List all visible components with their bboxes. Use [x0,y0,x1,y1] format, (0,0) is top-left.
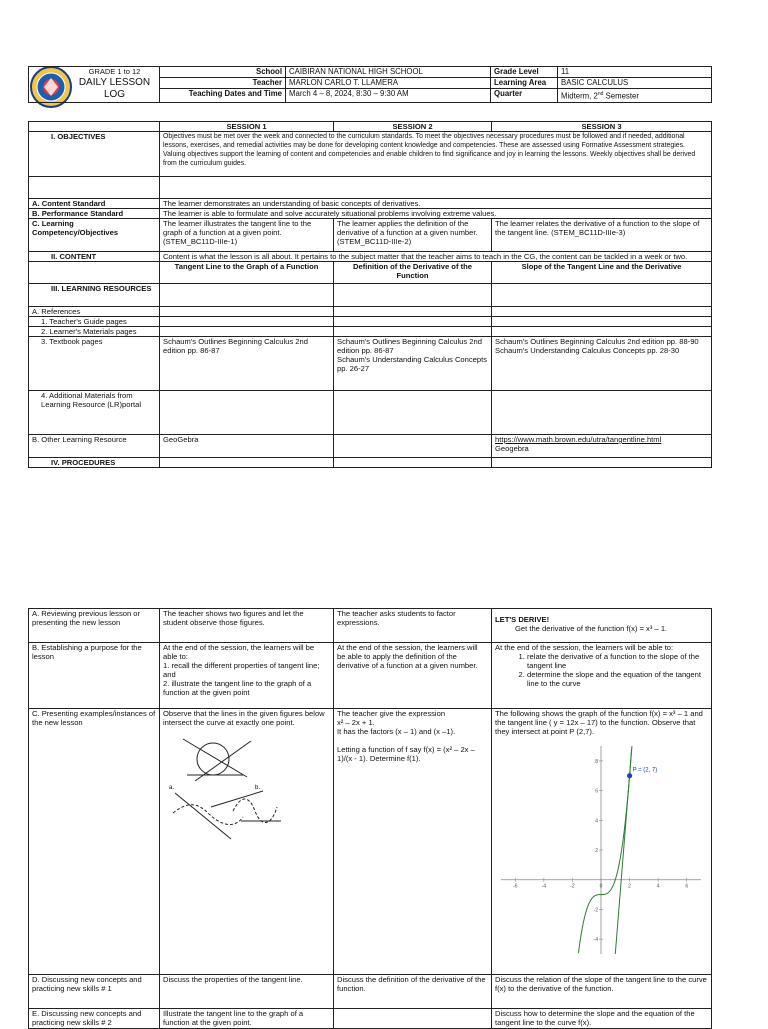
content-label: II. CONTENT [29,252,160,262]
x-tick-label: 4 [656,883,660,890]
proc-c-s2-line1: The teacher give the expression [337,709,446,718]
grade-label: GRADE 1 to 12 [88,67,141,76]
competency-s3: The learner relates the derivative of a function to the slope of the tangent line. (STEM_BC11D-IIIe-3) [492,219,712,252]
teacher-value: MARLON CARLO T. LLAMERA [286,78,491,89]
tangent-figures-illustration [163,731,331,851]
proc-a-s2: The teacher asks students to factor expressions. [334,609,492,643]
textbook-s2a: Schaum's Outlines Beginning Calculus 2nd edition pp. 86-87 [337,337,482,355]
dates-label: Teaching Dates and Time [160,89,286,103]
cubic-tangent-graph [495,740,707,960]
fig-label-b: b. [255,785,261,791]
title-log: LOG [103,89,126,100]
other-resource-s3b: Geogebra [495,444,529,453]
quarter-value: Midterm, 2nd Semester [558,89,712,103]
content-s3: Slope of the Tangent Line and the Derivative [492,262,712,284]
session-2-header: SESSION 2 [334,122,492,132]
objectives-label: I. OBJECTIVES [29,132,160,177]
proc-a-s3: Get the derivative of the function f(x) = x³ – 1. [515,624,668,633]
content-text: Content is what the lesson is all about. It pertains to the subject matter that the teacher aims to teach in the CG, the content can be tackled in a week or two. [160,252,712,262]
proc-b-s3-item1: 1. relate the derivative of a function to the slope of the tangent line [527,652,708,670]
objectives-text: Objectives must be met over the week and connected to the curriculum standards. To meet the objectives necessary procedures must be followed and if needed, additional lessons, exercises, and remedial activities may be done for developing content knowledge and competencies. These are assessed using Formative Assessment strategies. Valuing objectives support the learning of content and competencies and enable children to find significance and joy in learning the lessons. Weekly objectives shall be derived from the curriculum guides. [160,132,712,177]
proc-c-s2-line2: x² – 2x + 1. [337,718,375,727]
session-1-header: SESSION 1 [160,122,334,132]
proc-e-label: E. Discussing new concepts and practicing new skills # 2 [29,1009,160,1029]
proc-d-s1: Discuss the properties of the tangent line. [160,975,334,1009]
other-resource-label: B. Other Learning Resource [29,435,160,458]
x-tick-label: -2 [570,883,575,890]
learning-resources-label: III. LEARNING RESOURCES [29,284,160,307]
grade-level-label: Grade Level [491,67,558,78]
x-tick-label: -4 [541,883,547,890]
content-s2: Definition of the Derivative of the Function [334,262,492,284]
content-s1: Tangent Line to the Graph of a Function [160,262,334,284]
teachers-guide-label: 1. Teacher's Guide pages [29,317,160,327]
proc-e-s1: Illustrate the tangent line to the graph of a function at the given point. [160,1009,334,1029]
proc-d-s3: Discuss the relation of the slope of the tangent line to the curve f(x) to the derivative of the function. [492,975,712,1009]
session-3-header: SESSION 3 [492,122,712,132]
competency-s2: The learner applies the definition of the derivative of a function at a given number. (STEM_BC11D-IIIe-2) [334,219,492,252]
proc-b-s3: At the end of the session, the learners will be able to: [495,643,674,652]
textbook-s1: Schaum's Outlines Beginning Calculus 2nd edition pp. 86-87 [160,337,334,391]
dates-value: March 4 – 8, 2024, 8:30 – 9:30 AM [286,89,491,103]
proc-a-label: A. Reviewing previous lesson or presenting the new lesson [29,609,160,643]
performance-standard-text: The learner is able to formulate and solve accurately situational problems involving extreme values. [160,209,712,219]
proc-c-s1: Observe that the lines in the given figures below intersect the curve at exactly one point. [163,709,325,727]
content-standard-text: The learner demonstrates an understanding of basic concepts of derivatives. [160,199,712,209]
learning-area-label: Learning Area [491,78,558,89]
tangentline-link[interactable]: https://www.math.brown.edu/utra/tangentline.html [495,435,662,444]
additional-materials-label: 4. Additional Materials from Learning Resource (LR)portal [29,391,160,435]
proc-d-label: D. Discussing new concepts and practicing new skills # 1 [29,975,160,1009]
proc-e-s3: Discuss how to determine the slope and the equation of the tangent line to the curve f(x). [492,1009,712,1029]
x-tick-label: 2 [628,883,631,890]
y-tick-label: -4 [593,937,598,944]
x-tick-label: -6 [513,883,518,890]
y-tick-label: 2 [595,848,598,854]
tangent-point-label: P = (2, 7) [632,767,658,774]
proc-b-s1: At the end of the session, the learners will be able to: [163,643,315,661]
proc-c-s2-line3: It has the factors (x – 1) and (x –1). [337,727,456,736]
y-tick-label: 4 [595,818,598,825]
y-tick-label: 8 [595,758,598,765]
header-table [28,66,712,103]
learners-materials-label: 2. Learner's Materials pages [29,327,160,337]
y-tick-label: -2 [593,907,598,914]
textbook-s2b: Schaum's Understanding Calculus Concepts pp. 26-27 [337,355,488,373]
teacher-label: Teacher [160,78,286,89]
proc-c-s3: The following shows the graph of the function f(x) = x³ – 1 and the tangent line ( y = 12x – 17) to the function. Observe that they intersect at point P (2,7). [495,709,703,736]
tangent-point [627,773,632,778]
content-standard-label: A. Content Standard [29,199,160,209]
proc-d-s2: Discuss the definition of the derivative of the function. [334,975,492,1009]
other-resource-s1: GeoGebra [160,435,334,458]
textbook-s3a: Schaum's Outlines Beginning Calculus 2nd edition pp. 88-90 [495,337,699,346]
competency-label: C. Learning Competency/Objectives [29,219,160,252]
textbook-label: 3. Textbook pages [29,337,160,391]
proc-b-s2: At the end of the session, the learners will be able to apply the definition of the derivative of a function at a given number. [334,643,492,709]
x-tick-label: 0 [599,883,603,890]
learning-area-value: BASIC CALCULUS [558,78,712,89]
references-label: A. References [29,307,160,317]
proc-b-s1-item2: 2. illustrate the tangent line to the graph of a function at the given point [163,679,312,697]
y-tick-label: 6 [595,788,598,795]
quarter-label: Quarter [491,89,558,103]
proc-c-label: C. Presenting examples/instances of the new lesson [29,709,160,975]
proc-b-s1-item1: 1. recall the different properties of tangent line; and [163,661,320,679]
lets-derive-title: LET'S DERIVE! [495,615,550,624]
performance-standard-label: B. Performance Standard [29,209,160,219]
proc-c-s2-line4: Letting a function of f say f(x) = (x² – 2x – 1)/(x - 1). Determine f(1). [337,745,475,763]
lesson-table-page2 [28,608,712,1029]
procedures-label: IV. PROCEDURES [29,458,160,468]
fig-label-a: a. [169,785,175,791]
proc-a-s1: The teacher shows two figures and let the student observe those figures. [160,609,334,643]
proc-b-label: B. Establishing a purpose for the lesson [29,643,160,709]
grade-level-value: 11 [558,67,712,78]
lesson-table-page1 [28,121,712,468]
school-value: CAIBIRAN NATIONAL HIGH SCHOOL [286,67,491,78]
title-daily-lesson: DAILY LESSON [78,77,151,88]
school-label: School [160,67,286,78]
x-tick-label: 6 [685,883,689,890]
proc-b-s3-item2: 2. determine the slope and the equation of the tangent line to the curve [527,670,708,688]
textbook-s3b: Schaum's Understanding Calculus Concepts pp. 28-30 [495,346,680,355]
competency-s1: The learner illustrates the tangent line to the graph of a function at a given point. (STEM_BC11D-IIIe-1) [160,219,334,252]
